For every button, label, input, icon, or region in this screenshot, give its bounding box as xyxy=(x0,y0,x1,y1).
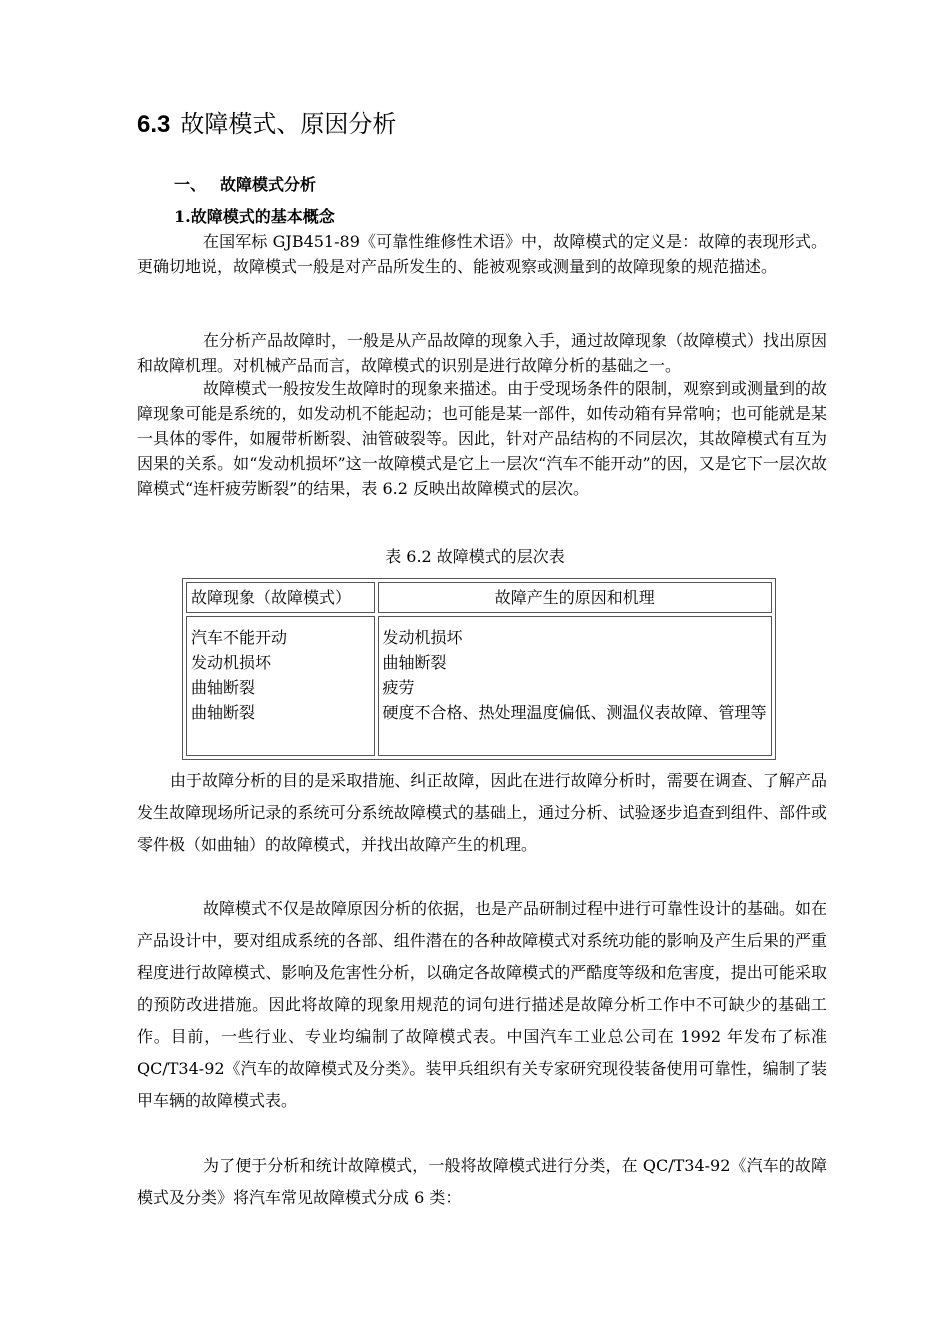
paragraph-purpose: 由于故障分析的目的是采取措施、纠正故障，因此在进行故障分析时，需要在调查、了解产品发生故障现场所记录的系统可分系统故障模式的基础上，通过分析、试验逐步追查到组件、部件或零件极（如曲轴）的故障模式，并找出故障产生的机理。 xyxy=(137,771,827,854)
heading-level-1 xyxy=(174,172,316,198)
paragraph-basis: 故障模式不仅是故障原因分析的依据，也是产品研制过程中进行可靠性设计的基础。如在产品设计中，要对组成系统的各部、组件潜在的各种故障模式对系统功能的影响及产生后果的严重程度进行故障模式、影响及危害性分析，以确定各故障模式的严酷度等级和危害度，提出可能采取的预防改进措施。因此将故障的现象用规范的词句进行描述是故障分析工作中不可缺少的基础工作。目前，一些行业、专业均编制了故障模式表。中国汽车工业总公司在 1992 年发布了标准 QC/T34-92《汽车的故障模式及分类》。装甲兵组织有关专家研究现役装备使用可靠性，编制了装甲车辆的故障模式表。 xyxy=(137,899,828,1110)
heading-level-1-text: 故障模式分析 xyxy=(220,175,317,194)
table-cell-line: 曲轴断裂 xyxy=(191,678,256,697)
table-caption: 表 6.2 故障模式的层次表 xyxy=(385,547,565,566)
table-cell-line: 汽车不能开动 xyxy=(191,628,288,647)
section-number: 6.3 xyxy=(137,111,171,138)
paragraph-classification: 为了便于分析和统计故障模式，一般将故障模式进行分类，在 QC/T34-92《汽车的故障模式及分类》将汽车常见故障模式分成 6 类： xyxy=(137,1156,827,1207)
table-cell-line: 发动机损坏 xyxy=(191,653,272,672)
table-cell-failure-modes xyxy=(186,616,375,756)
paragraph-description: 故障模式一般按发生故障时的现象来描述。由于受现场条件的限制，观察到或测量到的故障现象可能是系统的，如发动机不能起动；也可能是某一部件，如传动箱有异常响；也可能就是某一具体的零件，如履带析断裂、油管破裂等。因此，针对产品结构的不同层次，其故障模式有互为因果的关系。如“发动机损坏”这一故障模式是它上一层次“汽车不能开动”的因，又是它下一层次故障模式“连杆疲劳断裂”的结果，表 6.2 反映出故障模式的层次。 xyxy=(137,379,828,498)
table-header-cell: 故障产生的原因和机理 xyxy=(378,582,773,613)
table-cell-line: 发动机损坏 xyxy=(382,628,463,647)
table-cell-line: 硬度不合格、热处理温度偏低、测温仪表故障、管理等 xyxy=(382,703,767,722)
paragraph-analysis: 在分析产品故障时，一般是从产品故障的现象入手，通过故障现象（故障模式）找出原因和故障机理。对机械产品而言，故障模式的识别是进行故障分析的基础之一。 xyxy=(137,331,828,375)
section-title xyxy=(137,106,396,143)
heading-level-2: 1.故障模式的基本概念 xyxy=(174,207,335,226)
table-header-row xyxy=(186,582,772,613)
heading-level-1-marker: 一、 xyxy=(174,175,207,194)
section-title-text: 故障模式、原因分析 xyxy=(180,110,397,138)
table-cell-line: 曲轴断裂 xyxy=(382,653,447,672)
table-cell-line: 曲轴断裂 xyxy=(191,703,256,722)
table-cell-causes xyxy=(378,616,773,756)
table-cell-line: 疲劳 xyxy=(382,678,415,697)
failure-mode-hierarchy-table xyxy=(182,578,776,760)
table-row xyxy=(186,616,772,756)
table-header-cell: 故障现象（故障模式） xyxy=(186,582,375,613)
paragraph-definition: 在国军标 GJB451-89《可靠性维修性术语》中，故障模式的定义是：故障的表现形式。更确切地说，故障模式一般是对产品所发生的、能被观察或测量到的故障现象的规范描述。 xyxy=(137,232,827,276)
